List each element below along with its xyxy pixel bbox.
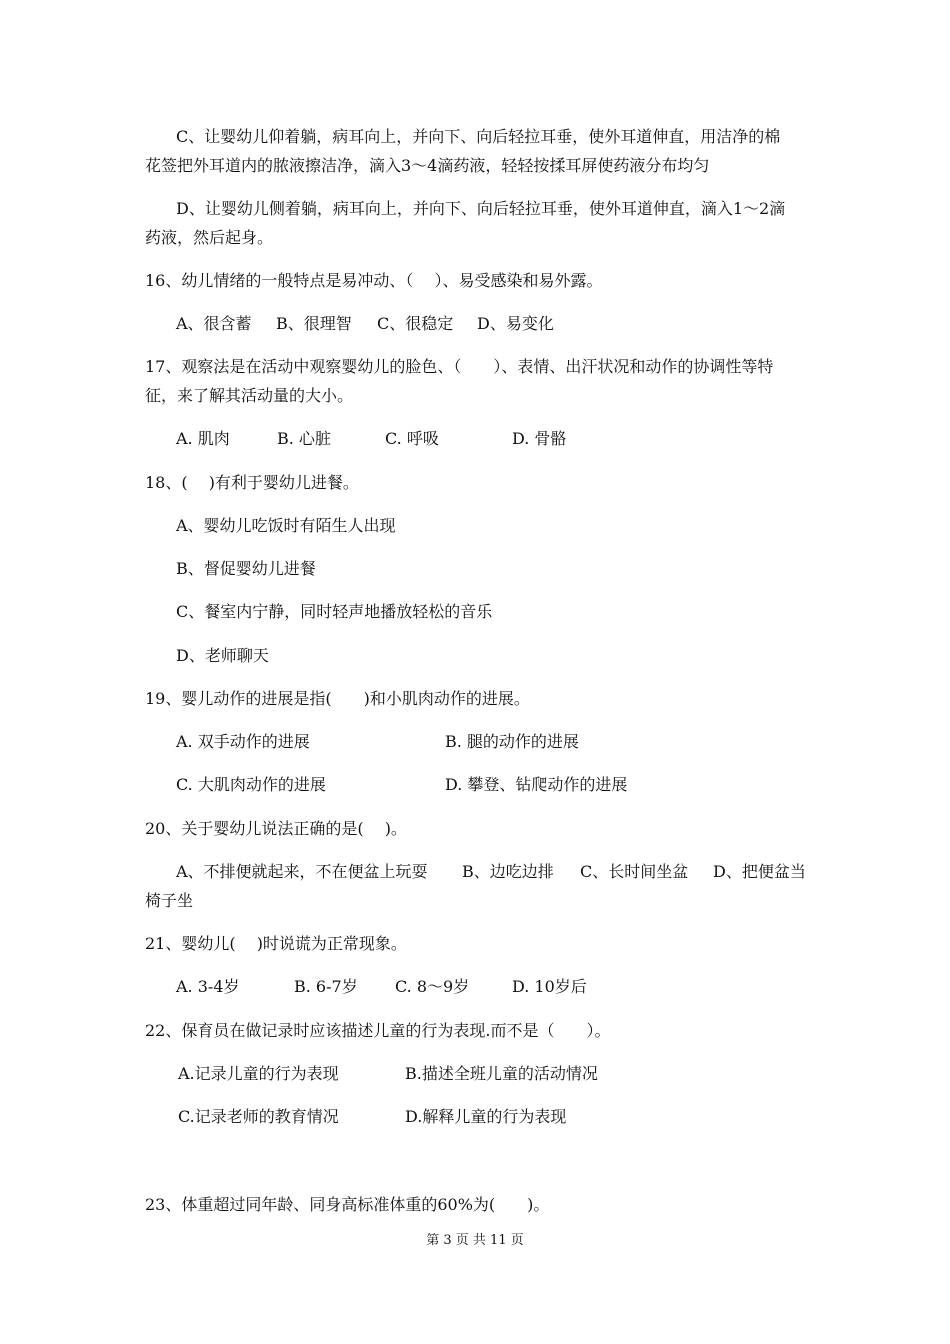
- question-21: 21、婴幼儿( )时说谎为正常现象。: [145, 934, 407, 953]
- question-18: 18、( )有利于婴幼儿进餐。: [145, 473, 359, 492]
- question-22: 22、保育员在做记录时应该描述儿童的行为表现.而不是（ ）。: [145, 1021, 611, 1040]
- page-footer: 第 3 页 共 11 页: [426, 1233, 524, 1248]
- q19-option-b: B. 腿的动作的进展: [445, 732, 579, 751]
- q17-option-c: C. 呼吸: [385, 429, 439, 448]
- q18-option-a: A、婴幼儿吃饭时有陌生人出现: [176, 516, 396, 535]
- q15-option-d-line1: D、让婴幼儿侧着躺，病耳向上，并向下、向后轻拉耳垂，使外耳道伸直，滴入1～2滴: [176, 199, 786, 218]
- q22-option-a: A.记录儿童的行为表现: [178, 1064, 339, 1083]
- q20-option-d: D、把便盆当: [713, 862, 806, 881]
- q16-option-d: D、易变化: [477, 314, 554, 333]
- q16-option-b: B、很理智: [276, 314, 352, 333]
- q22-option-d: D.解释儿童的行为表现: [405, 1107, 567, 1126]
- q19-option-a: A. 双手动作的进展: [176, 732, 310, 751]
- question-19: 19、婴儿动作的进展是指( )和小肌肉动作的进展。: [145, 689, 530, 708]
- q16-option-c: C、很稳定: [377, 314, 454, 333]
- question-17-line2: 征，来了解其活动量的大小。: [145, 386, 354, 405]
- q22-option-b: B.描述全班儿童的活动情况: [405, 1064, 598, 1083]
- q17-option-a: A. 肌肉: [176, 429, 230, 448]
- q22-option-c: C.记录老师的教育情况: [178, 1107, 339, 1126]
- q16-option-a: A、很含蓄: [176, 314, 252, 333]
- q18-option-b: B、督促婴幼儿进餐: [176, 559, 316, 578]
- q15-option-c-line2: 花签把外耳道内的脓液擦洁净，滴入3～4滴药液，轻轻按揉耳屏使药液分布均匀: [145, 156, 710, 175]
- q15-option-d-line2: 药液，然后起身。: [145, 228, 274, 247]
- q18-option-c: C、餐室内宁静，同时轻声地播放轻松的音乐: [176, 602, 493, 621]
- q18-option-d: D、老师聊天: [176, 646, 269, 665]
- q21-option-b: B. 6-7岁: [294, 977, 358, 996]
- question-20: 20、关于婴幼儿说法正确的是( )。: [145, 819, 407, 838]
- q20-option-a: A、不排便就起来，不在便盆上玩耍: [176, 862, 428, 881]
- q20-option-d-continued: 椅子坐: [145, 891, 194, 910]
- question-23: 23、体重超过同年龄、同身高标准体重的60%为( )。: [145, 1195, 550, 1214]
- q21-option-a: A. 3-4岁: [176, 977, 240, 996]
- q21-option-c: C. 8～9岁: [395, 977, 470, 996]
- q17-option-d: D. 骨骼: [512, 429, 567, 448]
- q20-option-b: B、边吃边排: [462, 862, 554, 881]
- q17-option-b: B. 心脏: [277, 429, 331, 448]
- q15-option-c-line1: C、让婴幼儿仰着躺，病耳向上，并向下、向后轻拉耳垂，使外耳道伸直，用洁净的棉: [176, 127, 781, 146]
- question-17-line1: 17、观察法是在活动中观察婴幼儿的脸色、（ ）、表情、出汗状况和动作的协调性等特: [145, 357, 774, 376]
- q20-option-c: C、长时间坐盆: [580, 862, 689, 881]
- q21-option-d: D. 10岁后: [512, 977, 587, 996]
- q19-option-d: D. 攀登、钻爬动作的进展: [445, 775, 628, 794]
- question-16: 16、幼儿情绪的一般特点是易冲动、（ ）、易受感染和易外露。: [145, 271, 603, 290]
- q19-option-c: C. 大肌肉动作的进展: [176, 775, 326, 794]
